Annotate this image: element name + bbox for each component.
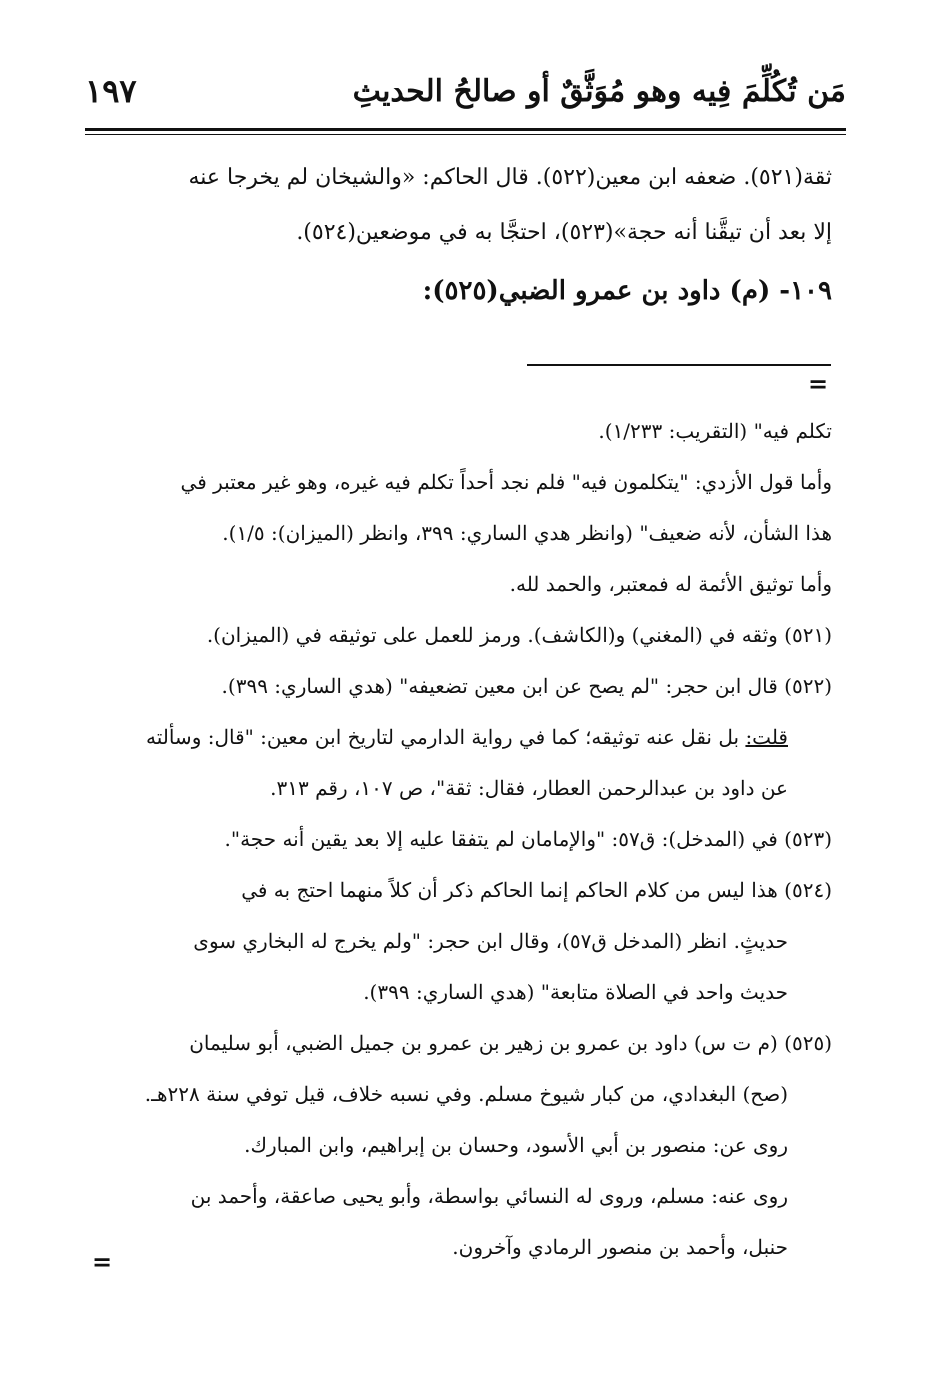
footnote-continued-line: وأما توثيق الأئمة له فمعتبر، والحمد لله. (509, 572, 832, 596)
footnote-524-line: حديثٍ. انظر (المدخل ق٥٧)، وقال ابن حجر: "ولم يخرج له البخاري سوى (193, 929, 788, 953)
note-label: قلت: (745, 725, 788, 749)
footnote-524-line: (٥٢٤) هذا ليس من كلام الحاكم إنما الحاكم ذكر أن كلاً منهما احتج به في (241, 878, 832, 902)
footnote-continued-line: تكلم فيه" (التقريب: ١/٢٣٣). (598, 419, 832, 443)
footnotes (85, 406, 832, 1276)
footnote-524-line: حديث واحد في الصلاة متابعة" (هدي الساري: ٣٩٩). (363, 980, 788, 1004)
footnote-525-line: (صح) البغدادي، من كبار شيوخ مسلم. وفي نسبه خلاف، قيل توفي سنة ٢٢٨هـ. (144, 1082, 788, 1106)
footnote-525-line: حنبل، وأحمد بن منصور الرمادي وآخرون. (452, 1235, 788, 1259)
footnote-522-note (85, 712, 832, 763)
footnote-continued-line: وأما قول الأزدي: "يتكلمون فيه" فلم نجد أحداً تكلم فيه غيره، وهو غير معتبر في (180, 470, 832, 494)
continuation-mark-top: = (808, 369, 829, 398)
footnote-continued-line: هذا الشأن، لأنه ضعيف" (وانظر هدي الساري: ٣٩٩، وانظر (الميزان): ١/٥). (222, 521, 832, 545)
footnote-521: (٥٢١) وثقه في (المغني) و(الكاشف). ورمز للعمل على توثيقه في (الميزان). (206, 623, 832, 647)
footnote-522-note-line: عن داود بن عبدالرحمن العطار، فقال: ثقة"، ص ١٠٧، رقم ٣١٣. (270, 776, 788, 800)
footnote-525-line: روى عنه: مسلم، وروى له النسائي بواسطة، وأبو يحيى صاعقة، وأحمد بن (190, 1184, 788, 1208)
continuation-mark-bottom: = (92, 1247, 113, 1276)
main-text-line: ثقة(٥٢١). ضعفه ابن معين(٥٢٢). قال الحاكم: «والشيخان لم يخرجا عنه (188, 165, 832, 190)
header-rule-thin (85, 134, 846, 135)
footnote-523: (٥٢٣) في (المدخل): ق٥٧: "والإمامان لم يتفقا عليه إلا بعد يقين أنه حجة". (224, 827, 832, 851)
page-number: ١٩٧ (85, 72, 137, 110)
footnote-separator (527, 364, 831, 366)
main-text-line: إلا بعد أن تيقَّنا أنه حجة»(٥٢٣)، احتجَّا به في موضعين(٥٢٤). (296, 220, 832, 245)
footnote-525-line: (٥٢٥) (م ت س) داود بن عمرو بن زهير بن عمرو بن جميل الضبي، أبو سليمان (189, 1031, 832, 1055)
footnote-522: (٥٢٢) قال ابن حجر: "لم يصح عن ابن معين تضعيفه" (هدي الساري: ٣٩٩). (221, 674, 832, 698)
header-rule (85, 128, 846, 131)
note-text: بل نقل عنه توثيقه؛ كما في رواية الدارمي لتاريخ ابن معين: "قال: وسألته (145, 725, 746, 749)
main-text (85, 150, 832, 260)
entry-heading: ١٠٩- (م) داود بن عمرو الضبي(٥٢٥): (422, 276, 832, 306)
running-title: مَن تُكُلِّمَ فِيه وهو مُوَثَّقٌ أو صالحُ الحديثِ (352, 74, 846, 109)
footnote-525-line: روى عن: منصور بن أبي الأسود، وحسان بن إبراهيم، وابن المبارك. (244, 1133, 788, 1157)
page-header (85, 70, 846, 128)
